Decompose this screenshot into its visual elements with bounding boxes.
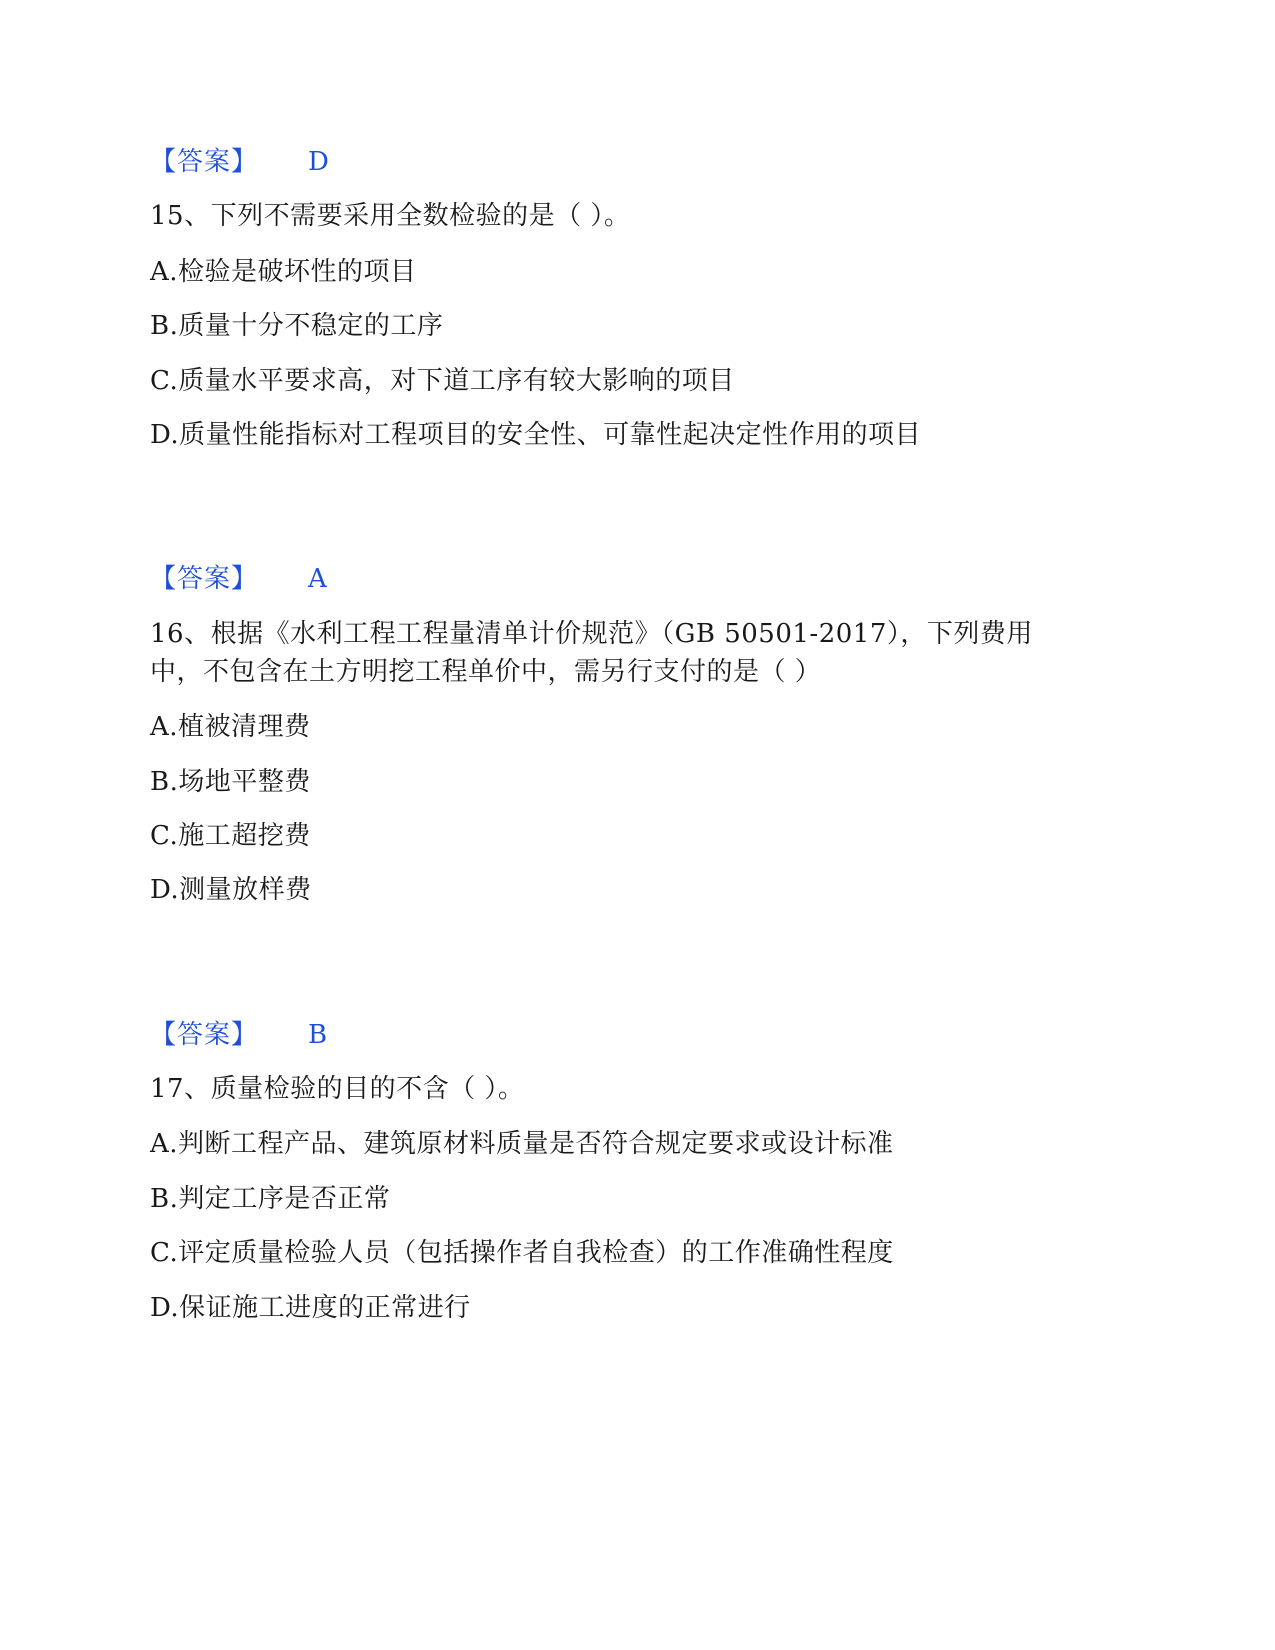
question-17: 17、质量检验的目的不含（ ）。	[150, 1074, 525, 1104]
option-15-c: C.质量水平要求高，对下道工序有较大影响的项目	[150, 366, 735, 396]
option-17-c: C.评定质量检验人员（包括操作者自我检查）的工作准确性程度	[150, 1238, 894, 1268]
answer-row-1	[150, 146, 329, 178]
option-17-d: D.保证施工进度的正常进行	[150, 1293, 471, 1323]
answer-label: 【答案】	[150, 147, 259, 177]
question-16-line-2: 中，不包含在土方明挖工程单价中，需另行支付的是（ ）	[150, 657, 822, 687]
option-15-a: A.检验是破坏性的项目	[150, 257, 417, 287]
option-17-a: A.判断工程产品、建筑原材料质量是否符合规定要求或设计标准	[150, 1129, 894, 1159]
option-15-d: D.质量性能指标对工程项目的安全性、可靠性起决定性作用的项目	[150, 420, 922, 450]
option-16-a: A.植被清理费	[150, 712, 311, 742]
option-16-c: C.施工超挖费	[150, 821, 311, 851]
option-16-b: B.场地平整费	[150, 767, 311, 797]
answer-label: 【答案】	[150, 1020, 259, 1050]
answer-row-2	[150, 563, 327, 595]
answer-row-3	[150, 1019, 327, 1051]
option-16-d: D.测量放样费	[150, 875, 312, 905]
answer-value: A	[308, 564, 327, 594]
answer-value: D	[308, 147, 329, 177]
option-17-b: B.判定工序是否正常	[150, 1184, 391, 1214]
answer-value: B	[308, 1020, 328, 1050]
question-15: 15、下列不需要采用全数检验的是（ ）。	[150, 201, 631, 231]
answer-label: 【答案】	[150, 564, 259, 594]
option-15-b: B.质量十分不稳定的工序	[150, 311, 444, 341]
question-16-line-1: 16、根据《水利工程工程量清单计价规范》（GB 50501-2017），下列费用	[150, 619, 1033, 649]
